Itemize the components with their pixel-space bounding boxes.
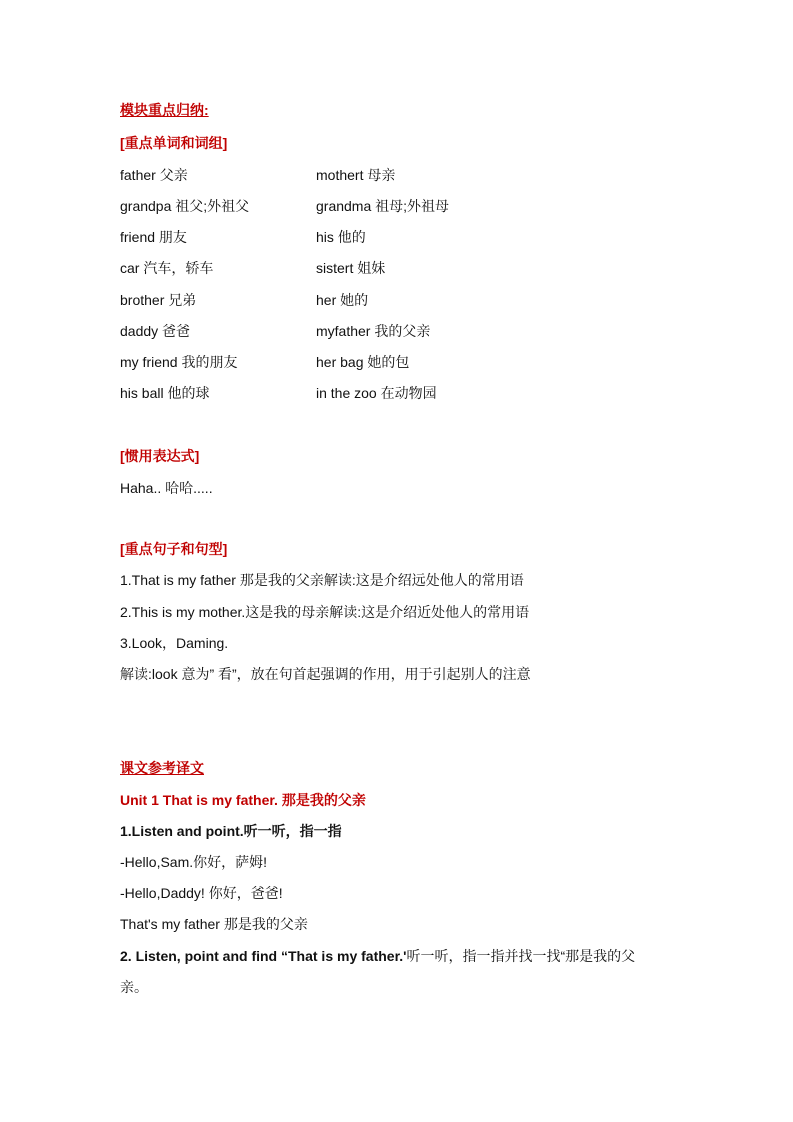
part2-title-continuation: 亲。	[120, 979, 148, 995]
sentence-explanation: 解读:look 意为” 看”，放在句首起强调的作用，用于引起别人的注意	[120, 666, 531, 682]
vocab-right-item: her bag 她的包	[316, 354, 410, 370]
sentence-item: 3.Look，Daming.	[120, 635, 229, 651]
vocab-right-item: mothert 母亲	[316, 167, 396, 183]
idioms-heading: [惯用表达式]	[120, 448, 200, 464]
idiom-item: Haha.. 哈哈.....	[120, 480, 213, 496]
part2-title-rest: 听一听，指一指并找一找“那是我的父	[406, 948, 636, 964]
vocab-left-item: daddy 爸爸	[120, 323, 191, 339]
vocab-right-item: her 她的	[316, 292, 369, 308]
vocab-left-item: grandpa 祖父;外祖父	[120, 198, 250, 214]
unit-title: Unit 1 That is my father. 那是我的父亲	[120, 792, 366, 808]
vocab-right-item: myfather 我的父亲	[316, 323, 431, 339]
dialogue-line: That's my father 那是我的父亲	[120, 916, 308, 932]
vocab-left-item: my friend 我的朋友	[120, 354, 238, 370]
vocab-right-item: sistert 姐妹	[316, 260, 386, 276]
dialogue-line: -Hello,Daddy! 你好，爸爸!	[120, 885, 283, 901]
summary-heading: 模块重点归纳:	[120, 102, 209, 118]
translation-heading: 课文参考译文	[120, 760, 204, 776]
vocab-right-item: grandma 祖母;外祖母	[316, 198, 450, 214]
sentence-item: 2.This is my mother.这是我的母亲解读:这是介绍近处他人的常用语	[120, 604, 530, 620]
part2-title	[120, 946, 635, 966]
part1-title: 1.Listen and point.听一听，指一指	[120, 823, 342, 839]
vocab-left-item: his ball 他的球	[120, 385, 210, 401]
vocab-left-item: friend 朋友	[120, 229, 187, 245]
sentence-item: 1.That is my father 那是我的父亲解读:这是介绍远处他人的常用语	[120, 572, 524, 588]
vocab-heading: [重点单词和词组]	[120, 135, 228, 151]
vocab-left-item: car 汽车，轿车	[120, 260, 214, 276]
part2-title-bold: 2. Listen, point and find “That is my father.'	[120, 948, 407, 964]
dialogue-line: -Hello,Sam.你好，萨姆!	[120, 854, 268, 870]
vocab-right-item: his 他的	[316, 229, 366, 245]
vocab-left-item: father 父亲	[120, 167, 188, 183]
sentences-heading: [重点句子和句型]	[120, 541, 228, 557]
vocab-right-item: in the zoo 在动物园	[316, 385, 437, 401]
vocab-left-item: brother 兄弟	[120, 292, 197, 308]
